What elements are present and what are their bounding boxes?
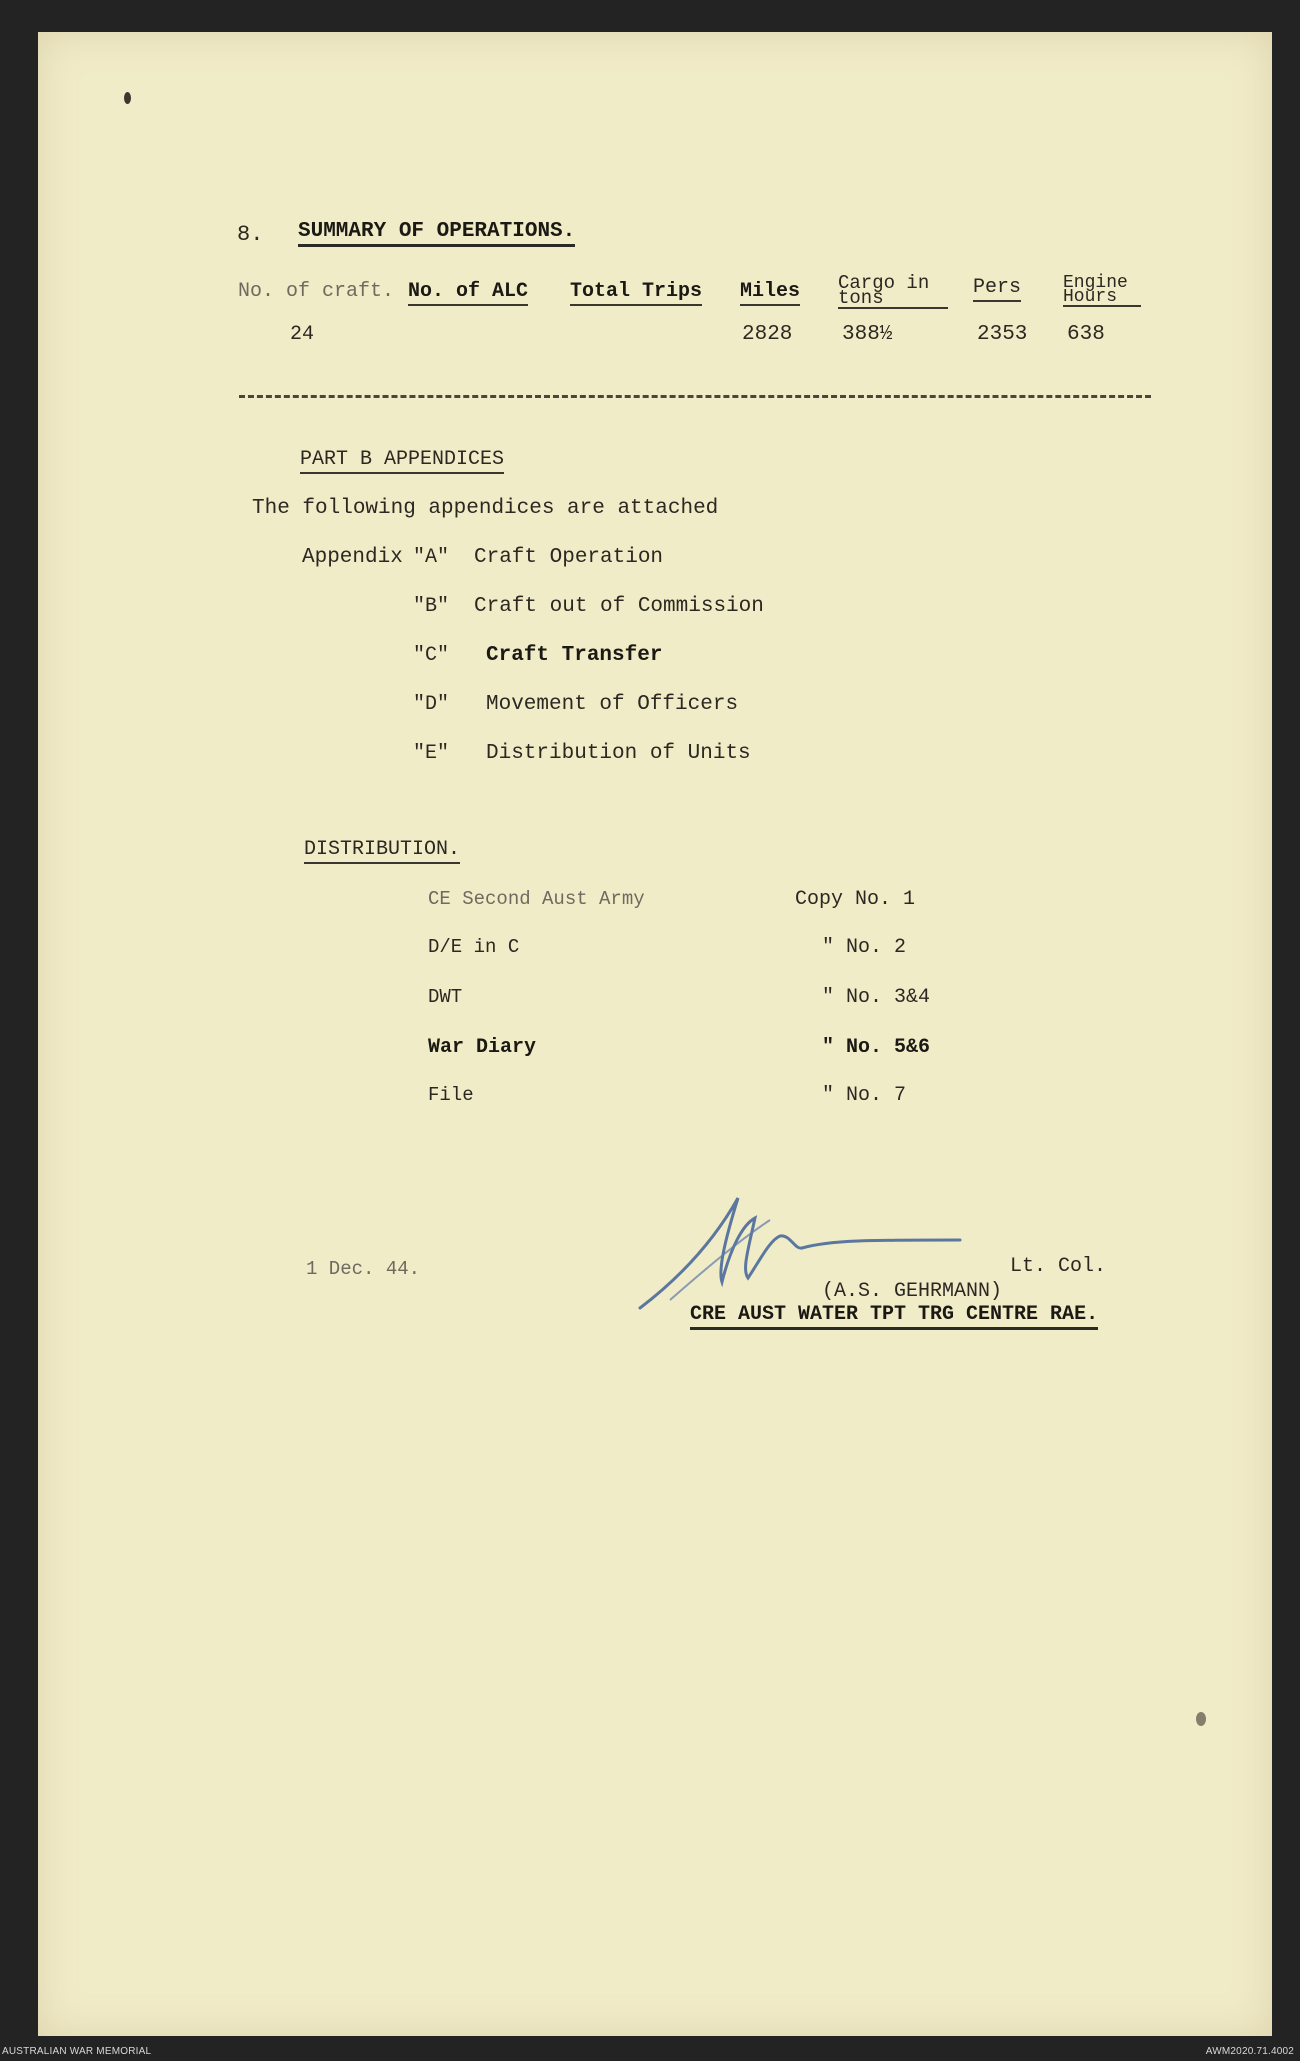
header-no-of-alc: No. of ALC xyxy=(408,280,528,306)
distribution-recipient: File xyxy=(428,1084,474,1106)
value-pers: 2353 xyxy=(977,323,1028,346)
part-b-title: PART B APPENDICES xyxy=(300,448,504,474)
distribution-recipient: DWT xyxy=(428,986,463,1008)
paper-mark xyxy=(124,92,131,104)
footer-credit: AUSTRALIAN WAR MEMORIAL xyxy=(2,2046,152,2057)
header-miles: Miles xyxy=(740,280,800,306)
separator-rule xyxy=(239,395,1151,398)
value-miles: 2828 xyxy=(742,323,793,346)
distribution-copy: Copy No. 1 xyxy=(795,888,916,911)
value-no-of-craft: 24 xyxy=(290,323,315,346)
appendix-text-a: Craft Operation xyxy=(474,546,664,569)
appendix-text-c: Craft Transfer xyxy=(486,644,663,667)
header-pers: Pers xyxy=(973,276,1021,302)
appendix-label: Appendix xyxy=(302,546,403,569)
part-b-intro: The following appendices are attached xyxy=(252,497,719,520)
distribution-recipient: D/E in C xyxy=(428,936,520,958)
header-no-of-craft: No. of craft. xyxy=(238,280,395,303)
appendix-text-e: Distribution of Units xyxy=(486,742,751,765)
signatory-office: CRE AUST WATER TPT TRG CENTRE RAE. xyxy=(690,1303,1098,1330)
section-title: SUMMARY OF OPERATIONS. xyxy=(298,220,575,247)
appendix-letter-a: "A" xyxy=(413,546,450,569)
distribution-copy: " No. 7 xyxy=(822,1084,907,1107)
distribution-copy: " No. 2 xyxy=(822,936,907,959)
header-total-trips: Total Trips xyxy=(570,280,702,306)
distribution-copy: " No. 3&4 xyxy=(822,986,931,1009)
appendix-text-b: Craft out of Commission xyxy=(474,595,764,618)
appendix-letter-c: "C" xyxy=(413,644,450,667)
header-cargo: Cargo in tons xyxy=(838,276,948,309)
document-date: 1 Dec. 44. xyxy=(306,1258,421,1280)
signatory-name: (A.S. GEHRMANN) xyxy=(822,1280,1003,1303)
appendix-text-d: Movement of Officers xyxy=(486,693,739,716)
distribution-recipient: CE Second Aust Army xyxy=(428,888,645,910)
distribution-recipient: War Diary xyxy=(428,1036,537,1059)
distribution-copy: " No. 5&6 xyxy=(822,1036,931,1059)
paper-mark xyxy=(1196,1712,1206,1726)
footer-reference: AWM2020.71.4002 xyxy=(1205,2046,1294,2057)
header-engine-hours: Engine Hours xyxy=(1063,276,1141,307)
appendix-letter-e: "E" xyxy=(413,742,450,765)
value-cargo: 388½ xyxy=(842,323,893,346)
value-engine-hours: 638 xyxy=(1067,323,1105,346)
distribution-title: DISTRIBUTION. xyxy=(304,838,460,864)
appendix-letter-d: "D" xyxy=(413,693,450,716)
signatory-rank: Lt. Col. xyxy=(1010,1255,1107,1278)
appendix-letter-b: "B" xyxy=(413,595,450,618)
section-number: 8. xyxy=(237,222,264,247)
